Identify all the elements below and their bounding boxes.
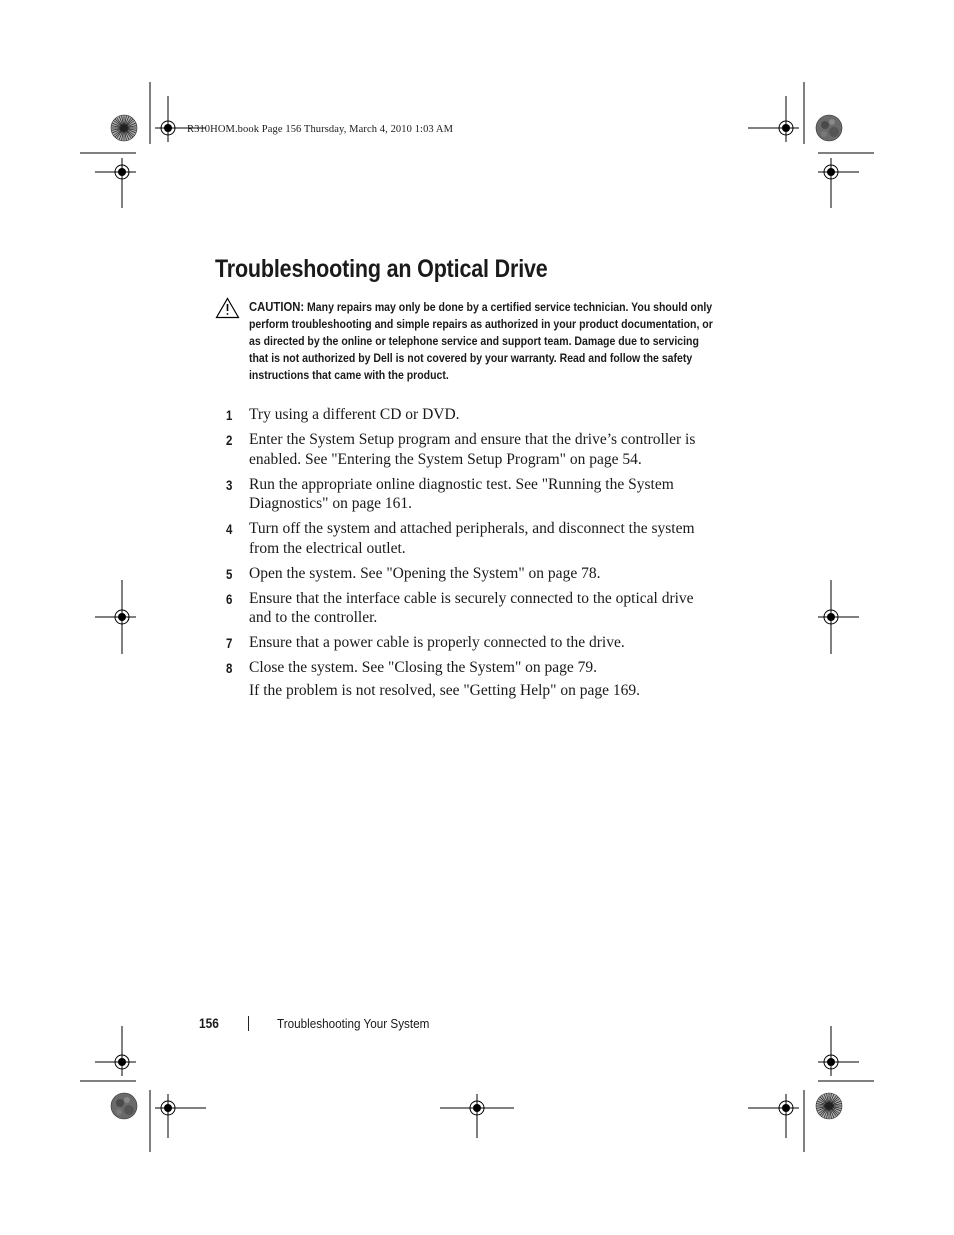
step-number: 2 [226,433,233,448]
step-text: Ensure that the interface cable is securely connected to the optical drive and to the controller. [249,589,694,626]
step-text: Enter the System Setup program and ensure that the drive’s controller is enabled. See "Entering the System Setup Program" on page 54. [249,431,696,468]
list-item [226,519,716,558]
step-text: Turn off the system and attached peripherals, and disconnect the system from the electrical outlet. [249,520,695,557]
step-text: Ensure that a power cable is properly connected to the drive. [249,634,625,651]
page-title: Troubleshooting an Optical Drive [215,255,548,283]
footer-section-title: Troubleshooting Your System [277,1016,430,1031]
help-reference: If the problem is not resolved, see "Getting Help" on page 169. [249,682,641,699]
caution-triangle-icon [215,297,240,319]
step-text: Open the system. See "Opening the System" on page 78. [249,564,601,582]
step-number: 8 [226,661,233,676]
starburst-target-icon [111,115,137,141]
step-number: 4 [226,522,233,537]
steps-list [226,405,716,683]
step-number: 5 [226,566,233,582]
starburst-target-icon [816,115,842,141]
list-item [226,633,716,653]
caution-notice [249,298,718,384]
list-item [226,475,716,514]
step-number: 1 [226,408,233,423]
list-item [226,564,716,584]
step-text: Try using a different CD or DVD. [249,406,460,423]
footer-divider [248,1016,249,1031]
starburst-target-icon [816,1093,842,1119]
step-text: Close the system. See "Closing the System" on page 79. [249,659,598,676]
list-item [226,589,716,628]
list-item [226,405,716,425]
step-text: Run the appropriate online diagnostic test. See "Running the System Diagnostics" on page 161. [249,475,674,512]
starburst-target-icon [111,1093,137,1119]
step-number: 7 [226,636,233,651]
list-item [226,658,716,678]
page-number: 156 [199,1015,219,1031]
print-header: R310HOM.book Page 156 Thursday, March 4, 2010 1:03 AM [187,124,454,135]
list-item [226,430,716,469]
step-number: 6 [226,591,233,607]
caution-text: Many repairs may only be done by a certified service technician. You should only perform troubleshooting and simple repairs as authorized in your product documentation, or as directed by the online or telephone service and support team. Damage due to servicing that is not authorized by Dell is not covered by your warranty. Read and follow the safety instructions that came with the product. [249,300,713,383]
step-number: 3 [226,477,233,493]
caution-label: CAUTION: [249,299,305,314]
